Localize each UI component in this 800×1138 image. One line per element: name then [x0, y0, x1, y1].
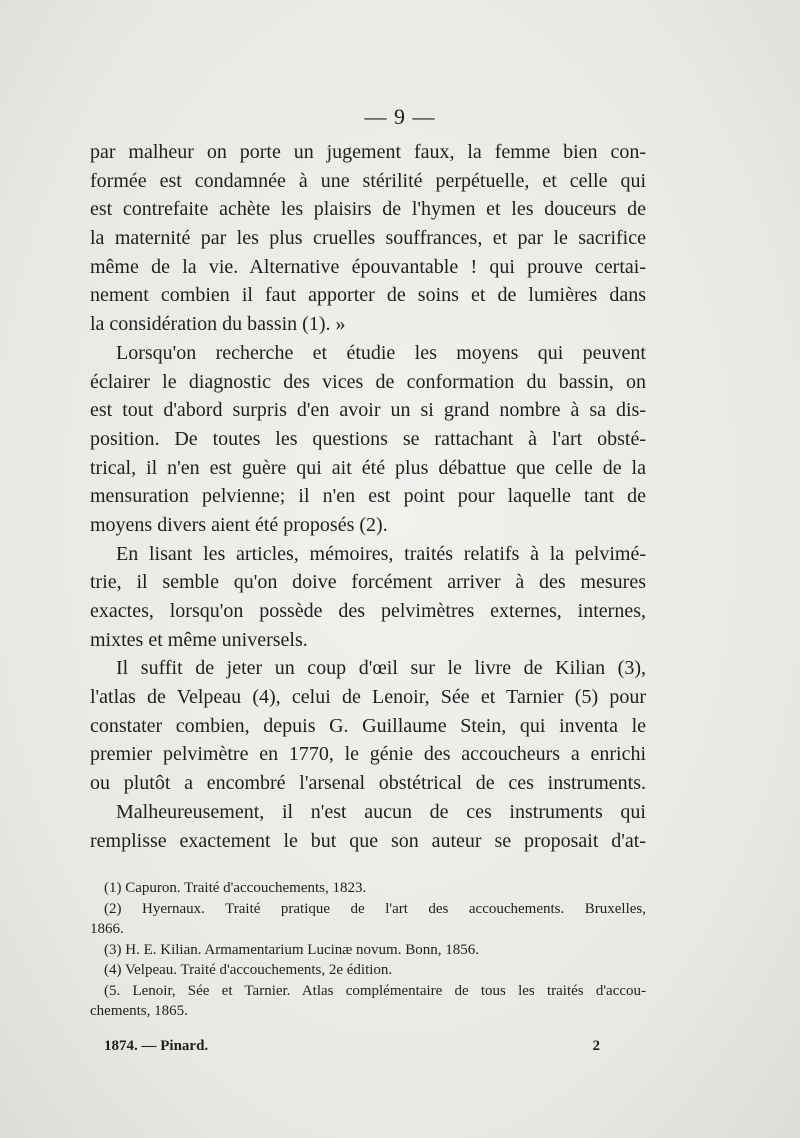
page-number: — 9 — [364, 104, 436, 129]
body-line: est contrefaite achète les plaisirs de l'hymen et les douceurs de [90, 198, 646, 221]
body-line: est tout d'abord surpris d'en avoir un si grand nombre à sa dis- [90, 399, 646, 422]
footnote: (4) Velpeau. Traité d'accouchements, 2e édition. [104, 962, 393, 978]
footnote: (5. Lenoir, Sée et Tarnier. Atlas complémentaire de tous les traités d'accou- [104, 982, 646, 999]
body-line: mixtes et même universels. [90, 628, 308, 651]
body-line: éclairer le diagnostic des vices de conformation du bassin, on [90, 370, 646, 393]
body-line: position. De toutes les questions se rattachant à l'art obsté- [90, 427, 646, 450]
body-line: nement combien il faut apporter de soins et de lumières dans [90, 284, 646, 307]
body-line: par malheur on porte un jugement faux, la femme bien con- [90, 141, 646, 163]
body-line: Malheureusement, il n'est aucun de ces instruments qui [116, 800, 646, 823]
body-line: trie, il semble qu'on doive forcément arriver à des mesures [90, 571, 646, 594]
footnote-continuation: 1866. [90, 921, 124, 937]
body-line: exactes, lorsqu'on possède des pelvimètres externes, internes, [90, 600, 646, 622]
body-line: En lisant les articles, mémoires, traités relatifs à la pelvimé- [116, 542, 646, 565]
footnote: (3) H. E. Kilian. Armamentarium Lucinæ novum. Bonn, 1856. [104, 941, 479, 958]
footnote: (1) Capuron. Traité d'accouchements, 1823. [104, 880, 367, 896]
body-line: la maternité par les plus cruelles souffrances, et par le sacrifice [90, 227, 646, 250]
body-line: premier pelvimètre en 1770, le génie des accoucheurs a enrichi [90, 743, 646, 766]
body-text [90, 138, 646, 855]
body-line: la considération du bassin (1). » [90, 313, 346, 336]
body-line: même de la vie. Alternative épouvantable ! qui prouve certai- [90, 255, 646, 278]
footnote: (2) Hyernaux. Traité pratique de l'art des accouchements. Bruxelles, [104, 900, 646, 917]
body-line: Lorsqu'on recherche et étudie les moyens qui peuvent [116, 341, 646, 364]
body-line: constater combien, depuis G. Guillaume Stein, qui inventa le [90, 714, 646, 737]
body-line: formée est condamnée à une stérilité perpétuelle, et celle qui [90, 169, 646, 192]
body-line: remplisse exactement le but que son auteur se proposait d'at- [90, 829, 646, 852]
body-line: Il suffit de jeter un coup d'œil sur le livre de Kilian (3), [116, 657, 646, 680]
signature-sheet-number: 2 [592, 1038, 600, 1054]
body-line: trical, il n'en est guère qui ait été plus débattue que celle de la [90, 456, 646, 479]
signature-year-author: 1874. — Pinard. [104, 1038, 209, 1054]
body-line: moyens divers aient été proposés (2). [90, 513, 388, 536]
body-line: l'atlas de Velpeau (4), celui de Lenoir, Sée et Tarnier (5) pour [90, 686, 646, 709]
footnotes [90, 878, 646, 1022]
body-line: mensuration pelvienne; il n'en est point pour laquelle tant de [90, 485, 646, 508]
body-line: ou plutôt a encombré l'arsenal obstétrical de ces instruments. [90, 772, 646, 795]
footnote-continuation: chements, 1865. [90, 1003, 188, 1019]
